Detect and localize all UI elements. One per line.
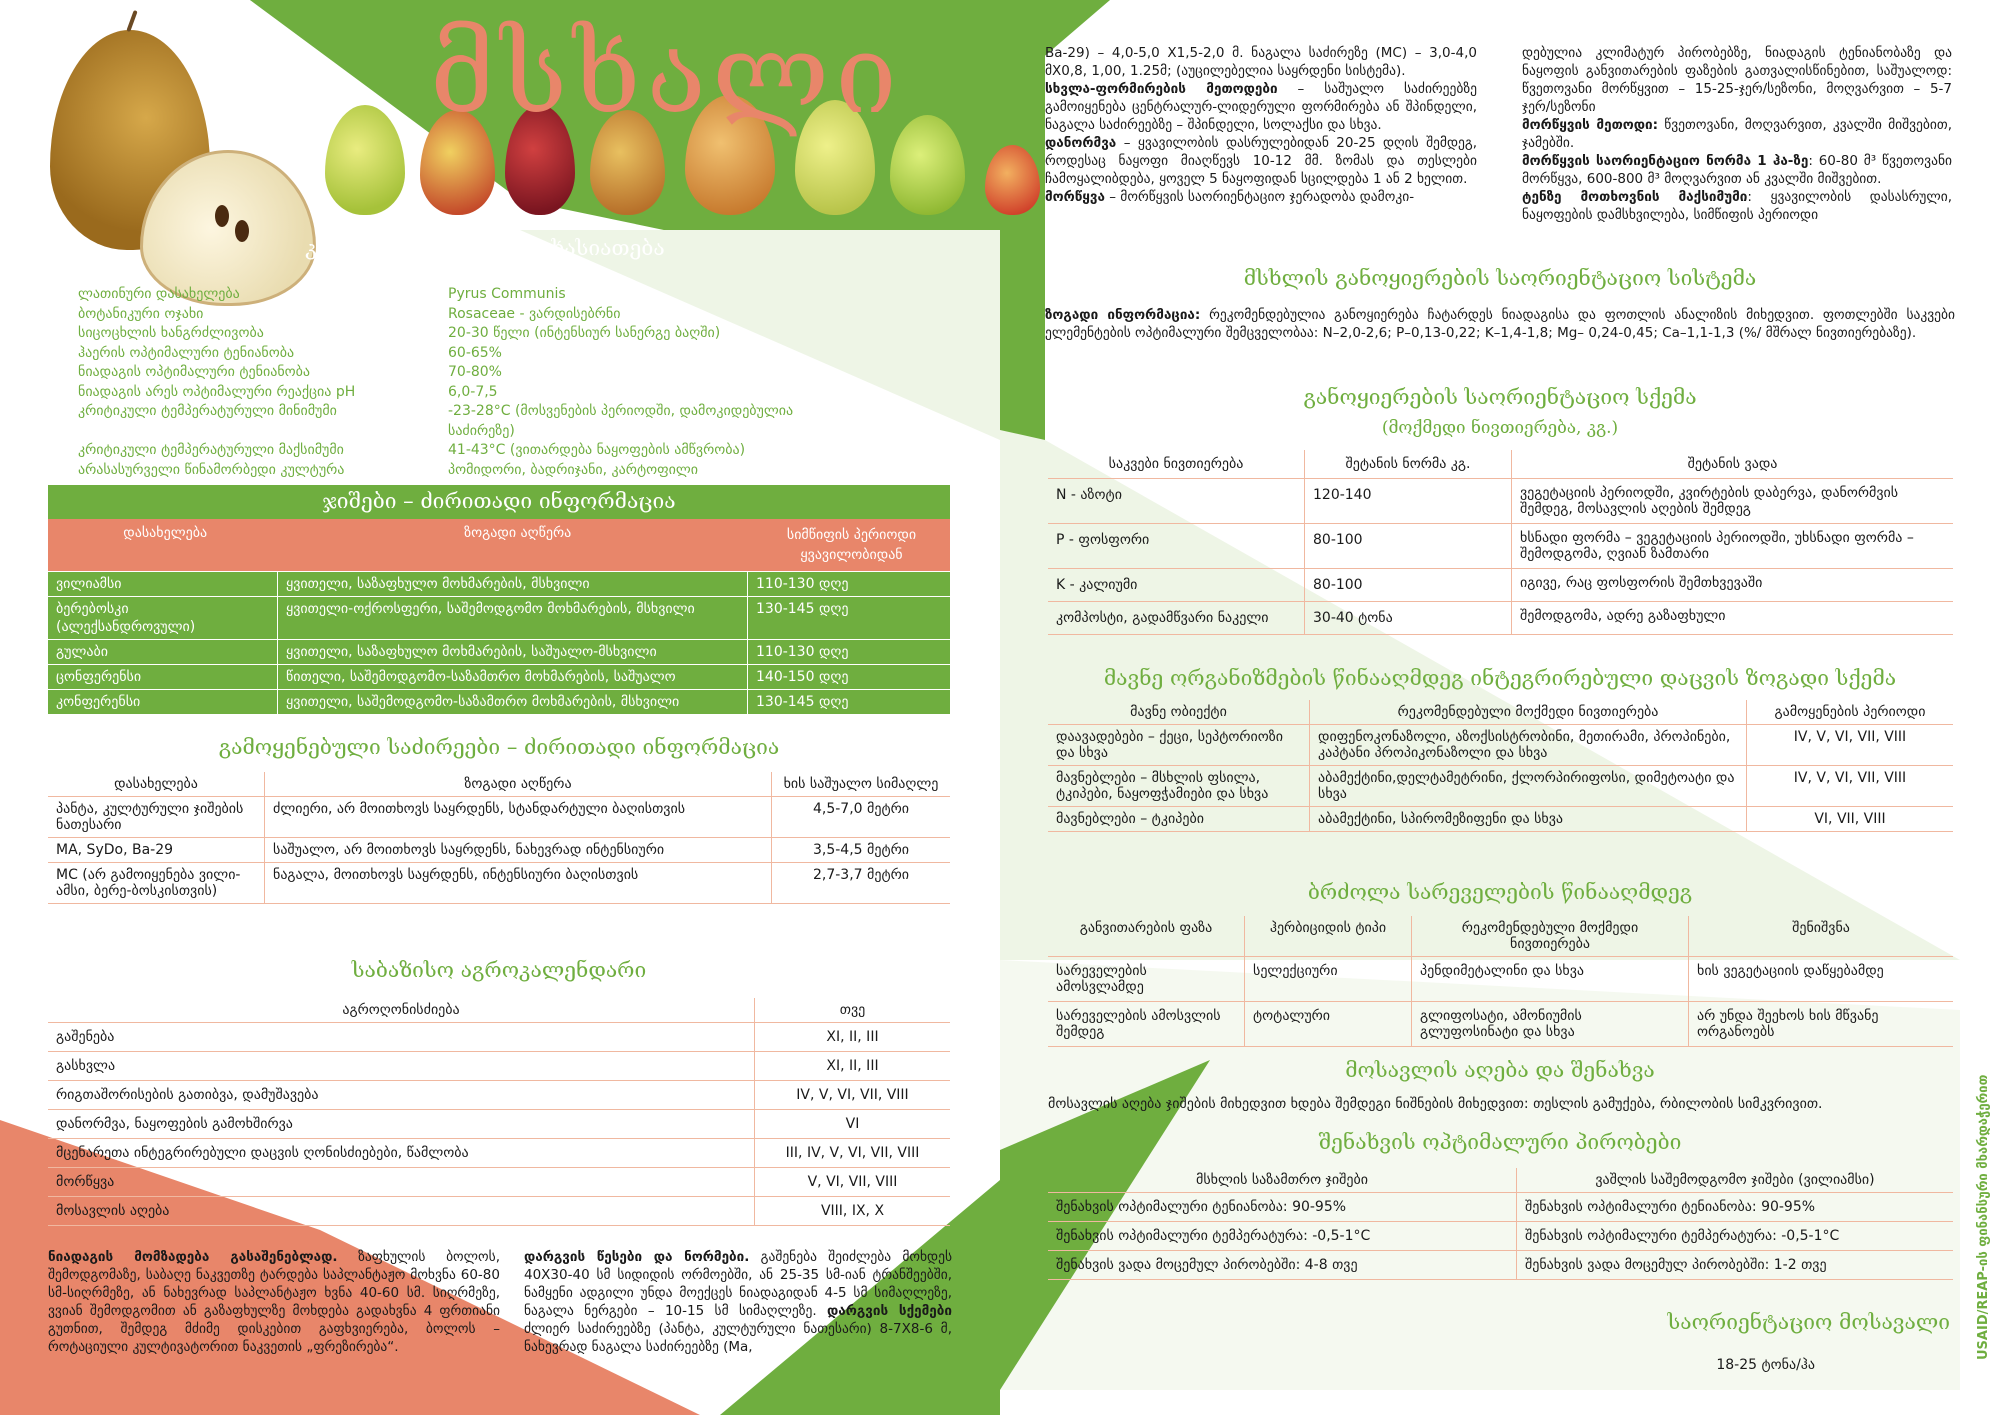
ipm-row xyxy=(1048,766,1953,807)
calendar-activity: მცენარეთა ინტეგრირებული დაცვის ღონისძიებები, წამლობა xyxy=(48,1139,755,1168)
calendar-month: VIII, IX, X xyxy=(755,1197,951,1226)
weeds-table xyxy=(1048,916,1953,1047)
planting-scheme-lead: დარგვის სქემები xyxy=(827,1303,952,1319)
culture-info-label: არასასურველი წინამორბედი კულტურა xyxy=(78,461,345,478)
culture-info-label: ჰაერის ოპტიმალური ტენიანობა xyxy=(78,344,295,361)
weeds-col-type: ჰერბიციდის ტიპი xyxy=(1245,916,1412,957)
soil-prep-paragraph xyxy=(48,1248,500,1356)
variety-name: ცონფერენსი xyxy=(48,665,278,689)
calendar-row xyxy=(48,1023,950,1052)
irrigation-lead: მორწყვა xyxy=(1045,189,1105,205)
soil-prep-text: ზაფხულის ბოლოს, შემოდგომაზე, საბაღე ნაკვეთზე ტარდება საპლანტაჟო მოხვნა 60-80 სმ-სიღრმეზე, ან ნახევრად საპლანტაჟო ხვნა 40-60 სმ. სიღრმეზე, ვვიან შემოდგომით ან გაზაფხულზე მოხდება გადახვნა 4 ფრთიანი გუთნით, შემდეგ მძიმე დისკებით გაფხვიერება, ბოლოს – როტაციული კულტივატორით ნაკვეთის „ფრეზირება“. xyxy=(48,1249,500,1355)
rootstock-row xyxy=(48,797,950,838)
variety-row xyxy=(48,596,950,639)
ipm-substance: აბამექტინი, სპირომეზიფენი და სხვა xyxy=(1310,807,1747,832)
calendar-activity: რიგთაშორისების გათიბვა, დამუშავება xyxy=(48,1081,755,1110)
storage-pear-value: შენახვის ოპტიმალური ტენიანობა: 90-95% xyxy=(1048,1193,1517,1222)
fertilizer-rate: 120-140 xyxy=(1305,479,1512,524)
culture-info-label: სიცოცხლის ხანგრძლივობა xyxy=(78,325,264,341)
fertilizer-nutrient: კომპოსტი, გადამწვარი ნაკელი xyxy=(1048,602,1305,635)
weed-row xyxy=(1048,957,1953,1002)
rootstock-height: 2,7-3,7 მეტრი xyxy=(772,863,951,904)
fertilizer-timing: შემოდგომა, ადრე გაზაფხული xyxy=(1512,602,1954,635)
rootstock-description: ძლიერი, არ მოითხოვს საყრდენს, სტანდარტული ბაღისთვის xyxy=(265,797,772,838)
rootstock-name: პანტა, კულტურული ჯიშების ნათესარი xyxy=(48,797,265,838)
ipm-period: IV, V, VI, VII, VIII xyxy=(1747,766,1954,807)
culture-info-value: -23-28°C (მოსვენების პერიოდში, დამოკიდებულია საძირეზე) xyxy=(448,403,794,439)
weeds-heading: ბრძოლა სარეველების წინააღმდეგ xyxy=(1307,880,1693,904)
storage-heading: შენახვის ოპტიმალური პირობები xyxy=(1318,1130,1682,1154)
calendar-month: IV, V, VI, VII, VIII xyxy=(755,1081,951,1110)
culture-info-value: პომიდორი, ბადრიჯანი, კარტოფილი xyxy=(448,461,699,478)
fertilizer-timing: იგივე, რაც ფოსფორის შემთხვევაში xyxy=(1512,569,1954,602)
ipm-substance: აბამექტინი,დელტამეტრინი, ქლორპირიფოსი, დიმეტოატი და სხვა xyxy=(1310,766,1747,807)
fertilizer-general-text: რეკომენდებულია განოყიერება ჩატარდეს ნიადაგისა და ფოთლის ანალიზის მიხედვით. ფოთლებში საკვები ელემენტების ოპტიმალური შემცველობაა: N–2,0-2,6; P–0,13-0,22; K–1,4-1,8; Mg– 0,24-0,45; Ca–1,1-1,3 (%/ მშრალ ნივთიერებაზე). xyxy=(1045,307,1955,341)
ipm-table xyxy=(1048,700,1953,832)
fertilizer-general-lead: ზოგადი ინფორმაცია: xyxy=(1045,307,1201,323)
calendar-activity: მოსავლის აღება xyxy=(48,1197,755,1226)
culture-info-value: 70-80% xyxy=(448,364,502,380)
variety-ripening: 110-130 დღე xyxy=(756,644,849,660)
ipm-col-pest: მავნე ობიექტი xyxy=(1048,700,1310,725)
rootstock-height: 3,5-4,5 მეტრი xyxy=(772,838,951,863)
fertilizer-row xyxy=(1048,524,1953,569)
irrigation-cont-text: დებულია კლიმატურ პირობებზე, ნიადაგის ტენიანობაზე და ნაყოფის განვითარების ფაზების გათვალისწინებით, საშუალოდ: წვეთოვანი მორწყვით – 15-25-ჯერ/სეზონი, მოღვარვით – 5-7 ჯერ/სეზონი xyxy=(1522,45,1952,115)
ipm-row xyxy=(1048,725,1953,766)
variety-name: ბერებოსკი (ალექსანდროვული) xyxy=(48,597,278,639)
storage-apple-value: შენახვის ოპტიმალური ტენიანობა: 90-95% xyxy=(1517,1193,1954,1222)
rootstock-name: MC (არ გამოიყენება ვილი-ამსი, ბერე-ბოსკისთვის) xyxy=(48,863,265,904)
rootstocks-col-height: ხის საშუალო სიმაღლე xyxy=(772,772,951,797)
storage-pear-value: შენახვის ოპტიმალური ტემპერატურა: -0,5-1°C xyxy=(1048,1222,1517,1251)
culture-info-row xyxy=(78,305,798,325)
culture-info-label: კრიტიკული ტემპერატურული მაქსიმუმი xyxy=(78,442,344,458)
weed-phase: სარეველების ამოსვლის შემდეგ xyxy=(1048,1002,1245,1047)
weeds-col-substance: რეკომენდებული მოქმედი ნივთიერება xyxy=(1412,916,1689,957)
culture-info-row xyxy=(78,285,798,305)
yield-heading: საორიენტაციო მოსავალი xyxy=(1667,1310,1950,1334)
fertilizer-timing: ვეგეტაციის პერიოდში, კვირტების დაბერვა, დანორმვის შემდეგ, მოსავლის აღების შემდეგ xyxy=(1512,479,1954,524)
fertilizer-nutrient: N - აზოტი xyxy=(1048,479,1305,524)
calendar-month: VI xyxy=(755,1110,951,1139)
ipm-period: IV, V, VI, VII, VIII xyxy=(1747,725,1954,766)
calendar-month: XI, II, III xyxy=(755,1052,951,1081)
storage-pear-value: შენახვის ვადა მოცემულ პირობებში: 4-8 თვე xyxy=(1048,1251,1517,1280)
rootstock-row xyxy=(48,863,950,904)
variety-description: ყვითელი, საზაფხულო მოხმარების, მსხვილი xyxy=(278,572,748,596)
calendar-activity: გასხვლა xyxy=(48,1052,755,1081)
storage-table xyxy=(1048,1168,1953,1280)
culture-info-row xyxy=(78,402,798,441)
weed-substance: გლიფოსატი, ამონიუმის გლუფოსინატი და სხვა xyxy=(1412,1002,1689,1047)
varieties-col-name: დასახელება xyxy=(123,525,208,541)
harvest-text: მოსავლის აღება ჯიშების მიხედვით ხდება შემდეგი ნიშნების მიხედვით: თესლის გამუქება, რბილობის სიმკვრივით. xyxy=(1048,1096,1823,1112)
planting-paragraph xyxy=(524,1248,952,1356)
irrigation-norm-text: : 60-80 მ³ წვეთოვანი მორწყვა, 600-800 მ³ მოღვარვით ან კვალში მიშვებით. xyxy=(1522,153,1952,187)
pruning-text: – საშუალო საძირეებზე გამოიყენება ცენტრალურ-ლიდერული ფორმირება ან შპინდელი, ნაგალა საძირეებზე – შპინდელი, სოლაქსი და სხვა. xyxy=(1045,81,1477,133)
weeds-col-phase: განვითარების ფაზა xyxy=(1048,916,1245,957)
soil-prep-lead: ნიადაგის მომზადება გასაშენებლად. xyxy=(48,1249,338,1265)
planting-lead: დარგვის წესები და ნორმები. xyxy=(524,1249,750,1265)
fertilizer-scheme-table xyxy=(1048,450,1953,635)
rootstock-row xyxy=(48,838,950,863)
ipm-col-period: გამოყენების პერიოდი xyxy=(1747,700,1954,725)
calendar-heading: საბაზისო აგროკალენდარი xyxy=(351,958,647,982)
weed-phase: სარეველების ამოსვლამდე xyxy=(1048,957,1245,1002)
storage-col-apple: ვაშლის საშემოდგომო ჯიშები (ვილიამსი) xyxy=(1517,1168,1954,1193)
culture-info-row xyxy=(78,324,798,344)
variety-description: ყვითელი, საზაფხულო მოხმარების, საშუალო-მსხვილი xyxy=(278,640,748,664)
culture-info-label: ბოტანიკური ოჯახი xyxy=(78,305,204,322)
rootstock-description: საშუალო, არ მოითხოვს საყრდენს, ნახევრად ინტენსიური xyxy=(265,838,772,863)
irrigation-text: – მორწყვის საორიენტაციო ჯერადობა დამოკი- xyxy=(1104,189,1415,205)
weed-note: არ უნდა შეეხოს ხის მწვანე ორგანოებს xyxy=(1689,1002,1954,1047)
fertilizer-scheme-heading: განოყიერების საორიენტაციო სქემა xyxy=(1303,385,1697,409)
rootstocks-table xyxy=(48,772,950,904)
planting-cont-text: Ba-29) – 4,0-5,0 X1,5-2,0 მ. ნაგალა საძირეზე (MC) – 3,0-4,0 მX0,8, 1,00, 1.25მ; (აუცილებელია საყრდენი სისტემა). xyxy=(1045,45,1477,79)
culture-info-row xyxy=(78,383,798,403)
calendar-row xyxy=(48,1110,950,1139)
culture-info-label: ლათინური დასახელება xyxy=(78,286,240,302)
variety-row xyxy=(48,689,950,714)
culture-info-value: 41-43°C (ვითარდება ნაყოფების ამწვრობა) xyxy=(448,442,746,458)
variety-ripening: 130-145 დღე xyxy=(756,601,849,617)
harvest-heading: მოსავლის აღება და შენახვა xyxy=(1345,1058,1655,1082)
fertilizer-scheme-subheading: (მოქმედი ნივთიერება, კგ.) xyxy=(1381,418,1619,438)
ipm-pest: დაავადებები – ქეცი, სეპტორიოზი და სხვა xyxy=(1048,725,1310,766)
variety-ripening: 140-150 დღე xyxy=(756,669,849,685)
calendar-col-activity: აგროღონისძიება xyxy=(48,998,755,1023)
fertilizer-rate: 80-100 xyxy=(1305,524,1512,569)
calendar-month: V, VI, VII, VIII xyxy=(755,1168,951,1197)
page-title: მსხალი xyxy=(430,10,903,138)
fertilizer-system-paragraph xyxy=(1045,306,1955,342)
ipm-col-substance: რეკომენდებული მოქმედი ნივთიერება xyxy=(1310,700,1747,725)
fertilizer-rate: 80-100 xyxy=(1305,569,1512,602)
culture-info-row xyxy=(78,461,798,481)
storage-apple-value: შენახვის ვადა მოცემულ პირობებში: 1-2 თვე xyxy=(1517,1251,1954,1280)
fertilizer-timing: ხსნადი ფორმა – ვეგეტაციის პერიოდში, უხსნადი ფორმა – შემოდგომა, ღვიან ზამთარი xyxy=(1512,524,1954,569)
pruning-lead: სხვლა-ფორმირების მეთოდები xyxy=(1045,81,1278,97)
storage-col-pear: მსხლის საზამთრო ჯიშები xyxy=(1048,1168,1517,1193)
rootstocks-col-desc: ზოგადი აღწერა xyxy=(265,772,772,797)
moisture-max-lead: ტენზე მოთხოვნის მაქსიმუმი xyxy=(1522,189,1748,205)
variety-row xyxy=(48,639,950,664)
fert-col-rate: შეტანის ნორმა კგ. xyxy=(1305,450,1512,479)
rootstocks-heading: გამოყენებული საძირეები – ძირითადი ინფორმაცია xyxy=(218,735,780,759)
culture-info-list xyxy=(78,285,798,480)
planting-continued-paragraph xyxy=(1045,44,1477,206)
irrigation-norm-lead: მორწყვის საორიენტაციო ნორმა 1 ჰა-ზე xyxy=(1522,153,1809,169)
calendar-row xyxy=(48,1081,950,1110)
thinning-text: – ყვავილობის დასრულებიდან 20-25 დღის შემდეგ, როდესაც ნაყოფი მიაღწევს 10-12 მმ. ზომას და თესლები ჩამოყალიბდება, ყოველ 5 ნაყოფიდან სცილდება 1 ან 2 ხელით. xyxy=(1045,135,1477,187)
fert-col-timing: შეტანის ვადა xyxy=(1512,450,1954,479)
variety-name: კონფერენსი xyxy=(48,690,278,714)
calendar-table xyxy=(48,998,950,1226)
culture-info-value: Rosaceae - ვარდისებრნი xyxy=(448,305,621,322)
culture-info-value: 6,0-7,5 xyxy=(448,383,498,400)
planting-text: გაშენება შეიძლება მოხდეს 40X30-40 სმ სიდიდის ორმოებში, ან 25-35 სმ-იან ტრანშეებში, ნამყენი ადგილი უნდა მოექცეს ნიადაგიდან 4-5 სმ სიმაღლეზე, ნაგალა ნერგები – 10-15 სმ სიმაღლეზე. xyxy=(524,1249,952,1319)
varieties-heading: ჯიშები – ძირითადი ინფორმაცია xyxy=(322,489,676,513)
weed-herbicide-type: სელექციური xyxy=(1245,957,1412,1002)
fertilizer-system-heading: მსხლის განოყიერების საორიენტაციო სისტემა xyxy=(1243,266,1757,290)
weed-substance: პენდიმეტალინი და სხვა xyxy=(1412,957,1689,1002)
variety-row xyxy=(48,571,950,596)
planting-scheme-text: ძლიერ საძირეებზე (პანტა, კულტურული ნათესარი) 8-7X8-6 მ, ნახევრად ნაგალა საძირეებზე (Ma, xyxy=(524,1321,952,1355)
calendar-activity: დანორმვა, ნაყოფების გამოხშირვა xyxy=(48,1110,755,1139)
culture-info-row xyxy=(78,363,798,383)
variety-row xyxy=(48,664,950,689)
calendar-activity: გაშენება xyxy=(48,1023,755,1052)
ipm-heading: მავნე ორგანიზმების წინააღმდეგ ინტეგრირებული დაცვის ზოგადი სქემა xyxy=(1103,666,1897,690)
fertilizer-row xyxy=(1048,602,1953,635)
fertilizer-nutrient: P - ფოსფორი xyxy=(1048,524,1305,569)
rootstock-height: 4,5-7,0 მეტრი xyxy=(772,797,951,838)
calendar-month: XI, II, III xyxy=(755,1023,951,1052)
weed-note: ხის ვეგეტაციის დაწყებამდე xyxy=(1689,957,1954,1002)
varieties-col-desc: ზოგადი აღწერა xyxy=(464,525,572,541)
culture-info-row xyxy=(78,441,798,461)
ipm-period: VI, VII, VIII xyxy=(1747,807,1954,832)
thinning-lead: დანორმვა xyxy=(1045,135,1117,151)
rootstock-description: ნაგალა, მოითხოვს საყრდენს, ინტენსიური ბაღისთვის xyxy=(265,863,772,904)
fertilizer-nutrient: K - კალიუმი xyxy=(1048,569,1305,602)
variety-description: წითელი, საშემოდგომო-საზამთრო მოხმარების, საშუალო xyxy=(278,665,748,689)
weed-row xyxy=(1048,1002,1953,1047)
fertilizer-rate: 30-40 ტონა xyxy=(1305,602,1512,635)
variety-name: ვილიამსი xyxy=(48,572,278,596)
varieties-table xyxy=(48,485,950,714)
culture-info-row xyxy=(78,344,798,364)
variety-name: გულაბი xyxy=(48,640,278,664)
calendar-row xyxy=(48,1139,950,1168)
storage-row xyxy=(1048,1251,1953,1280)
calendar-row xyxy=(48,1168,950,1197)
fertilizer-row xyxy=(1048,569,1953,602)
culture-info-label: კრიტიკული ტემპერატურული მინიმუმი xyxy=(78,403,337,419)
ipm-pest: მავნებლები – ტკიპები xyxy=(1048,807,1310,832)
storage-apple-value: შენახვის ოპტიმალური ტემპერატურა: -0,5-1°C xyxy=(1517,1222,1954,1251)
calendar-activity: მორწყვა xyxy=(48,1168,755,1197)
rootstock-name: MA, SyDo, Ba-29 xyxy=(48,838,265,863)
variety-description: ყვითელი, საშემოდგომო-საზამთრო მოხმარების, მსხვილი xyxy=(278,690,748,714)
storage-row xyxy=(1048,1222,1953,1251)
ipm-pest: მავნებლები – მსხლის ფსილა, ტკიპები, ნაყოფჭამიები და სხვა xyxy=(1048,766,1310,807)
variety-description: ყვითელი-ოქროსფერი, საშემოდგომო მოხმარების, მსხვილი xyxy=(278,597,748,639)
culture-info-value: 60-65% xyxy=(448,344,502,361)
culture-info-label: ნიადაგის ოპტიმალური ტენიანობა xyxy=(78,364,310,380)
variety-ripening: 130-145 დღე xyxy=(756,694,849,710)
variety-ripening: 110-130 დღე xyxy=(756,576,849,592)
culture-info-value: Pyrus Communis xyxy=(448,286,566,302)
varieties-col-period: სიმწიფის პერიოდი ყვავილობიდან xyxy=(786,527,917,563)
rootstocks-col-name: დასახელება xyxy=(48,772,265,797)
fertilizer-row xyxy=(1048,479,1953,524)
calendar-row xyxy=(48,1052,950,1081)
irrigation-paragraph xyxy=(1522,44,1952,224)
moisture-max-text: : ყვავილობის დასასრული, ნაყოფების დამსხვილება, სიმწიფის პერიოდი xyxy=(1522,189,1952,223)
ipm-row xyxy=(1048,807,1953,832)
culture-heading: კულტურის ზოგადი დახასიათება xyxy=(305,236,665,260)
weeds-col-note: შენიშვნა xyxy=(1689,916,1954,957)
yield-value: 18-25 ტონა/ჰა xyxy=(1716,1357,1815,1373)
storage-row xyxy=(1048,1193,1953,1222)
calendar-month: III, IV, V, VI, VII, VIII xyxy=(755,1139,951,1168)
ipm-substance: დიფენოკონაზოლი, აზოქსისტრობინი, მეთირამი, პროპინები, კაპტანი პროპიკონაზოლი და სხვა xyxy=(1310,725,1747,766)
culture-info-value: 20-30 წელი (ინტენსიურ სანერგე ბაღში) xyxy=(448,325,721,341)
calendar-col-month: თვე xyxy=(755,998,951,1023)
irrigation-method-lead: მორწყვის მეთოდი: xyxy=(1522,117,1659,133)
fert-col-nutrient: საკვები ნივთიერება xyxy=(1048,450,1305,479)
footer-credit: USAID/REAP-ის ფინანსური მხარდაჭერით xyxy=(1976,1074,1991,1360)
irrigation-method-text: წვეთოვანი, მოღვარვით, კვალში მიშვებით, ჯამებში. xyxy=(1522,117,1952,151)
calendar-row xyxy=(48,1197,950,1226)
weed-herbicide-type: ტოტალური xyxy=(1245,1002,1412,1047)
culture-info-label: ნიადაგის არეს ოპტიმალური რეაქცია pH xyxy=(78,383,356,400)
